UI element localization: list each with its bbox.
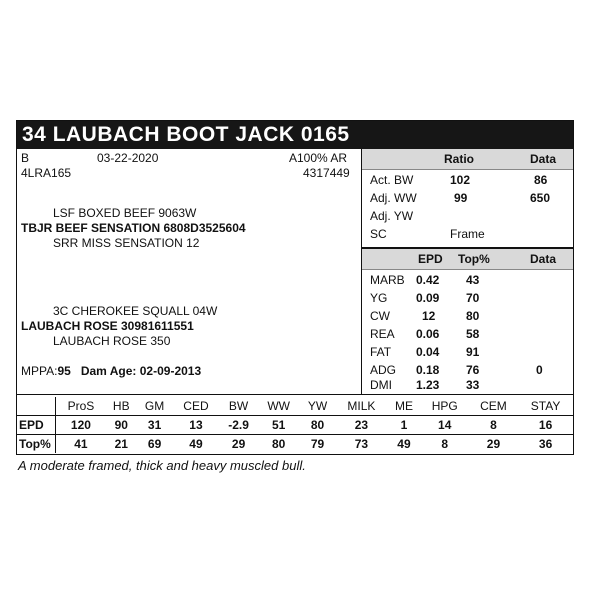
epd-row-label: EPD [17, 416, 56, 435]
sire: TBJR BEEF SENSATION 6808D3525604 [21, 221, 246, 235]
ratio-header-label: Ratio [444, 152, 474, 166]
epd-value: 13 [173, 416, 220, 435]
epd-value: 31 [137, 416, 173, 435]
top-value: 73 [354, 437, 369, 451]
epd-value: 120 [56, 416, 106, 435]
ratio-row-ratio: 99 [454, 191, 468, 205]
breed: A100% AR [289, 151, 348, 165]
reg-number: 4317449 [303, 166, 350, 180]
epd-value: 80 [300, 416, 336, 435]
carcass-label: YG [370, 291, 388, 305]
epd-table [17, 397, 573, 453]
carcass-label: CW [370, 309, 390, 323]
frame-label: Frame [450, 227, 485, 241]
carcass-top: 70 [466, 291, 480, 305]
epd-value: 1 [387, 416, 420, 435]
mppa-value: 95 [57, 364, 71, 378]
trait-header: HPG [421, 397, 469, 416]
ratio-header [362, 149, 573, 170]
carcass-label: MARB [370, 273, 405, 287]
blank-cell [17, 397, 56, 416]
top-value: 8 [441, 437, 449, 451]
sire-sire: LSF BOXED BEEF 9063W [53, 206, 197, 220]
epd-value: 23 [335, 416, 387, 435]
carcass-epd: 0.06 [416, 327, 440, 341]
top-value: 49 [397, 437, 411, 451]
trait-header: ProS [56, 397, 106, 416]
data-header-label: Data [530, 152, 557, 166]
tattoo: 4LRA165 [21, 166, 72, 180]
carcass-label: DMI [370, 378, 392, 392]
lot-card [16, 120, 574, 455]
top-row-label: Top% [19, 437, 51, 451]
trait-header: WW [258, 397, 300, 416]
sire-dam: SRR MISS SENSATION 12 [53, 236, 200, 250]
carcass-epd: 0.09 [416, 291, 440, 305]
description-note: A moderate framed, thick and heavy muscled bull. [18, 458, 306, 473]
sex: B [21, 151, 30, 165]
epd-header-label: EPD [418, 252, 443, 266]
ratio-row-label: Adj. WW [370, 191, 417, 205]
carcass-top: 80 [466, 309, 480, 323]
top-percent-row [17, 435, 573, 454]
top-value: 36 [538, 437, 553, 451]
mppa-label: MPPA: [21, 364, 58, 378]
carcass-top: 58 [466, 327, 480, 341]
trait-header: HB [106, 397, 137, 416]
carcass-top: 43 [466, 273, 480, 287]
top-value: 29 [231, 437, 246, 451]
top-value: 80 [272, 437, 286, 451]
carcass-label: FAT [370, 345, 392, 359]
mppa [21, 364, 201, 378]
carcass-label: REA [370, 327, 395, 341]
ratio-row-label: Act. BW [370, 173, 414, 187]
trait-header: MILK [335, 397, 387, 416]
trait-header: BW [219, 397, 257, 416]
dam-dam: LAUBACH ROSE 350 [53, 334, 171, 348]
data-header-label: Data [530, 252, 557, 266]
epd-header-row [17, 397, 573, 416]
epd-value: 8 [469, 416, 518, 435]
top-value: 29 [486, 437, 501, 451]
carcass-epd: 1.23 [416, 378, 440, 392]
ratio-row-data: 650 [530, 191, 551, 205]
epd-value: 90 [106, 416, 137, 435]
top-value: 79 [310, 437, 325, 451]
carcass-header [362, 249, 573, 270]
top-value: 49 [189, 437, 203, 451]
dam-sire: 3C CHEROKEE SQUALL 04W [53, 304, 218, 318]
carcass-data: 0 [536, 363, 543, 377]
carcass-top: 76 [466, 363, 480, 377]
dam-age: 02-09-2013 [139, 364, 202, 378]
ratio-row-label: Adj. YW [370, 209, 414, 223]
carcass-epd: 12 [422, 309, 436, 323]
dam-age-label: Dam Age: [80, 364, 137, 378]
carcass-epd: 0.04 [416, 345, 440, 359]
carcass-top: 33 [466, 378, 480, 392]
epd-section [17, 394, 573, 454]
dam: LAUBACH ROSE 30981611551 [21, 319, 194, 333]
epd-value: -2.9 [219, 416, 257, 435]
carcass-epd: 0.42 [416, 273, 440, 287]
top-value: 41 [56, 435, 106, 454]
trait-header: STAY [518, 397, 573, 416]
epd-value: 51 [258, 416, 300, 435]
trait-header: ME [387, 397, 420, 416]
carcass-epd: 0.18 [416, 363, 440, 377]
top-value: 69 [147, 437, 162, 451]
ratio-row-data: 86 [534, 173, 548, 187]
top-value: 21 [114, 437, 128, 451]
epd-row [17, 416, 573, 435]
carcass-top: 91 [466, 345, 480, 359]
lot-title: 34 LAUBACH BOOT JACK 0165 [17, 121, 573, 149]
top-header-label: Top% [458, 252, 490, 266]
trait-header: CED [173, 397, 220, 416]
performance-panel [361, 149, 573, 394]
carcass-label: ADG [370, 363, 397, 377]
birth-date: 03-22-2020 [97, 151, 159, 165]
trait-header: GM [137, 397, 173, 416]
trait-header: CEM [469, 397, 518, 416]
epd-value: 14 [421, 416, 469, 435]
ratio-row-ratio: 102 [450, 173, 471, 187]
trait-header: YW [300, 397, 336, 416]
ratio-row-label: SC [370, 227, 387, 241]
epd-value: 16 [518, 416, 573, 435]
